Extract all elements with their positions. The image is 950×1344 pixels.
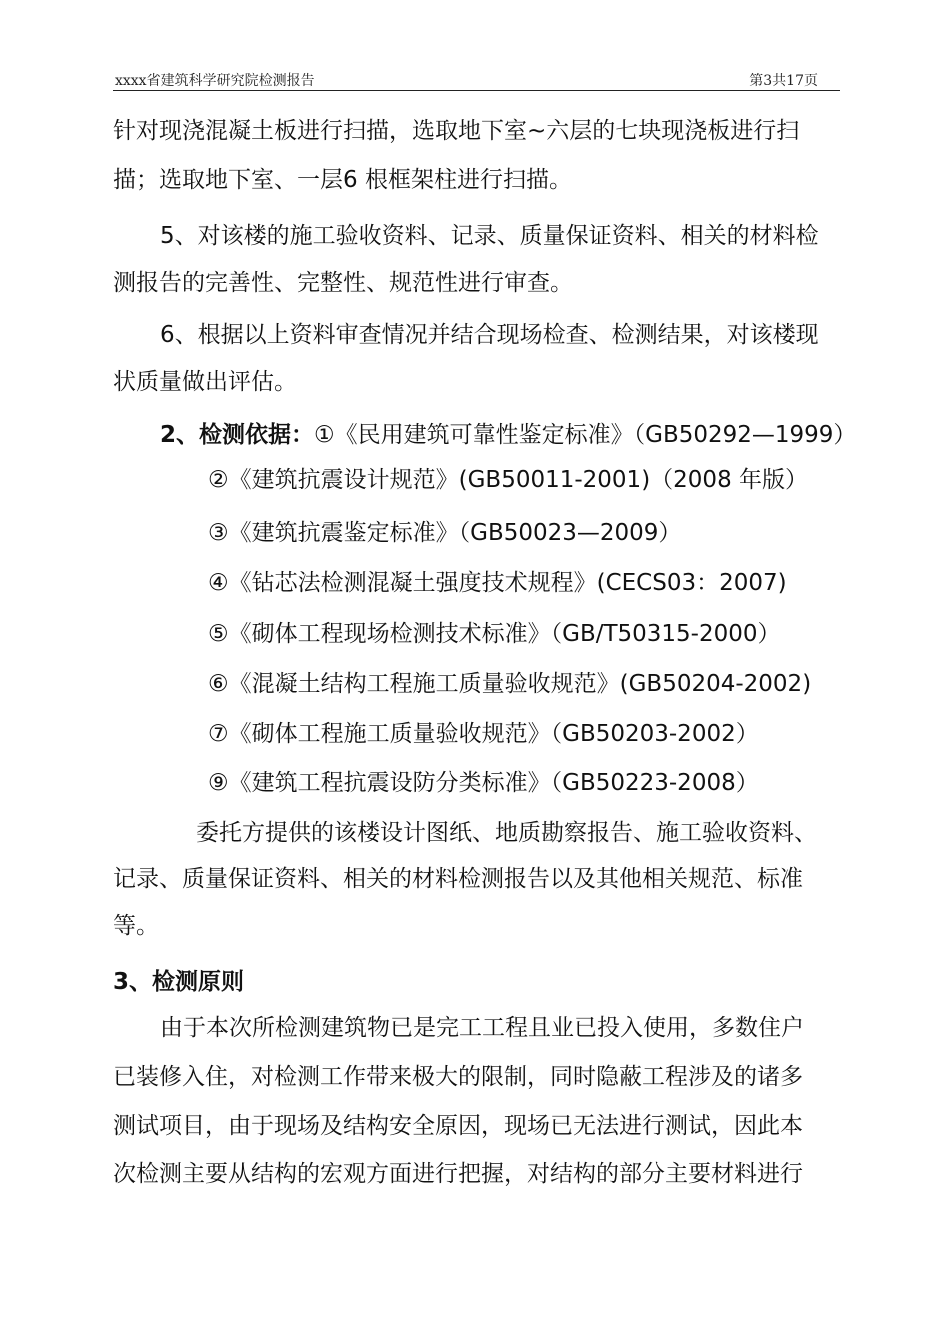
- paragraph-line: 等。: [113, 913, 159, 939]
- report-title: xxxx省建筑科学研究院检测报告: [115, 73, 315, 89]
- paragraph-line: 5、对该楼的施工验收资料、记录、质量保证资料、相关的材料检: [160, 223, 819, 249]
- paragraph-line: 描；选取地下室、一层6 根框架柱进行扫描。: [113, 167, 572, 193]
- reference-item: ④《钻芯法检测混凝土强度技术规程》(CECS03：2007): [208, 570, 787, 596]
- paragraph-line: 记录、质量保证资料、相关的材料检测报告以及其他相关规范、标准: [113, 866, 803, 892]
- paragraph-line: 状质量做出评估。: [113, 369, 297, 395]
- reference-item: ⑥《混凝土结构工程施工质量验收规范》(GB50204-2002): [208, 671, 812, 697]
- basis-section: [160, 420, 856, 450]
- reference-item: ⑦《砌体工程施工质量验收规范》（GB50203-2002）: [208, 721, 759, 747]
- page-number: 第3共17页: [749, 73, 818, 89]
- paragraph-line: 测报告的完善性、完整性、规范性进行审查。: [113, 270, 573, 296]
- paragraph-line: 次检测主要从结构的宏观方面进行把握，对结构的部分主要材料进行: [113, 1161, 803, 1187]
- paragraph-line: 针对现浇混凝土板进行扫描，选取地下室~六层的七块现浇板进行扫: [113, 118, 800, 144]
- reference-item: ①《民用建筑可靠性鉴定标准》（GB50292—1999）: [314, 422, 857, 448]
- section-heading: 3、检测原则: [113, 969, 245, 995]
- reference-item: ⑤《砌体工程现场检测技术标准》（GB/T50315-2000）: [208, 621, 781, 647]
- paragraph-line: 6、根据以上资料审查情况并结合现场检查、检测结果，对该楼现: [160, 322, 819, 348]
- paragraph-line: 已装修入住，对检测工作带来极大的限制，同时隐蔽工程涉及的诸多: [113, 1064, 803, 1090]
- paragraph-line: 由于本次所检测建筑物已是完工工程且业已投入使用，多数住户: [160, 1015, 804, 1041]
- paragraph-line: 委托方提供的该楼设计图纸、地质勘察报告、施工验收资料、: [196, 820, 817, 846]
- reference-item: ③《建筑抗震鉴定标准》（GB50023—2009）: [208, 520, 682, 546]
- page-header: [113, 68, 840, 91]
- reference-item: ②《建筑抗震设计规范》(GB50011-2001)（2008 年版）: [208, 467, 809, 493]
- reference-item: ⑨《建筑工程抗震设防分类标准》（GB50223-2008）: [208, 770, 759, 796]
- paragraph-line: 测试项目，由于现场及结构安全原因，现场已无法进行测试，因此本: [113, 1113, 803, 1139]
- section-heading: 2、检测依据：: [160, 422, 315, 448]
